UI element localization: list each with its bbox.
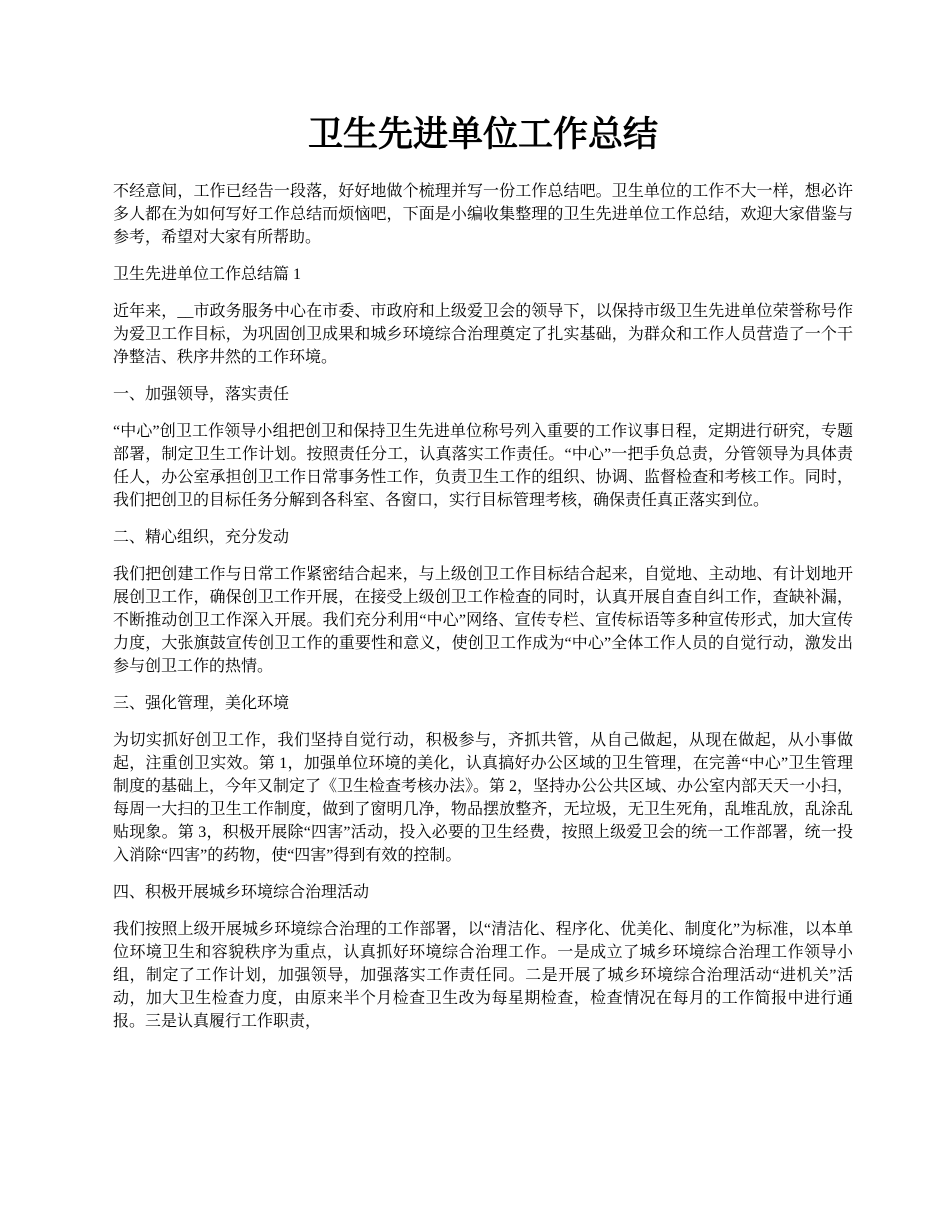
intro-paragraph: 不经意间，工作已经告一段落，好好地做个梳理并写一份工作总结吧。卫生单位的工作不大一样，想必许多人都在为如何写好工作总结而烦恼吧，下面是小编收集整理的卫生先进单位工作总结，欢迎大家借鉴与参考，希望对大家有所帮助。	[113, 183, 853, 246]
paragraph-3: 我们把创建工作与日常工作紧密结合起来，与上级创卫工作目标结合起来，自觉地、主动地、有计划地开展创卫工作，确保创卫工作开展，在接受上级创卫工作检查的同时，认真开展自查自纠工作，查缺补漏，不断推动创卫工作深入开展。我们充分利用“中心”网络、宣传专栏、宣传标语等多种宣传形式，加大宣传力度，大张旗鼓宣传创卫工作的重要性和意义，使创卫工作成为“中心”全体工作人员的自觉行动，激发出参与创卫工作的热情。	[113, 566, 853, 675]
paragraph-2: “中心”创卫工作领导小组把创卫和保持卫生先进单位称号列入重要的工作议事日程，定期进行研究，专题部署，制定卫生工作计划。按照责任分工，认真落实工作责任。“中心”一把手负总责，分管领导为具体责任人，办公室承担创卫工作日常事务性工作，负责卫生工作的组织、协调、监督检查和考核工作。同时，我们把创卫的目标任务分解到各科室、各窗口，实行目标管理考核，确保责任真正落实到位。	[113, 423, 853, 509]
paragraph-1: 近年来，__市政务服务中心在市委、市政府和上级爱卫会的领导下，以保持市级卫生先进单位荣誉称号作为爱卫工作目标，为巩固创卫成果和城乡环境综合治理奠定了扎实基础，为群众和工作人员营造了一个干净整洁、秩序井然的工作环境。	[113, 303, 853, 366]
section-title: 卫生先进单位工作总结篇 1	[113, 266, 302, 283]
paragraph-4: 为切实抓好创卫工作，我们坚持自觉行动，积极参与，齐抓共管，从自己做起，从现在做起，从小事做起，注重创卫实效。第 1，加强单位环境的美化，认真搞好办公区域的卫生管理，在完善“中心”卫生管理制度的基础上，今年又制定了《卫生检查考核办法》。第 2，坚持办公公共区域、办公室内部天天一小扫，每周一大扫的卫生工作制度，做到了窗明几净，物品摆放整齐，无垃圾，无卫生死角，乱堆乱放，乱涂乱贴现象。第 3，积极开展除“四害”活动，投入必要的卫生经费，按照上级爱卫会的统一工作部署，统一投入消除“四害”的药物，使“四害”得到有效的控制。	[113, 732, 854, 864]
heading-1: 一、加强领导，落实责任	[113, 386, 290, 403]
heading-4: 四、积极开展城乡环境综合治理活动	[113, 884, 370, 901]
paragraph-5: 我们按照上级开展城乡环境综合治理的工作部署，以“清洁化、程序化、优美化、制度化”为标准，以本单位环境卫生和容貌秩序为重点，认真抓好环境综合治理工作。一是成立了城乡环境综合治理工作领导小组，制定了工作计划，加强领导，加强落实工作责任同。二是开展了城乡环境综合治理活动“进机关”活动，加大卫生检查力度，由原来半个月检查卫生改为每星期检查，检查情况在每月的工作简报中进行通报。三是认真履行工作职责，	[113, 921, 853, 1030]
heading-2: 二、精心组织，充分发动	[113, 529, 290, 546]
document-page	[113, 0, 853, 1033]
heading-3: 三、强化管理，美化环境	[113, 695, 290, 712]
document-title: 卫生先进单位工作总结	[307, 115, 658, 154]
